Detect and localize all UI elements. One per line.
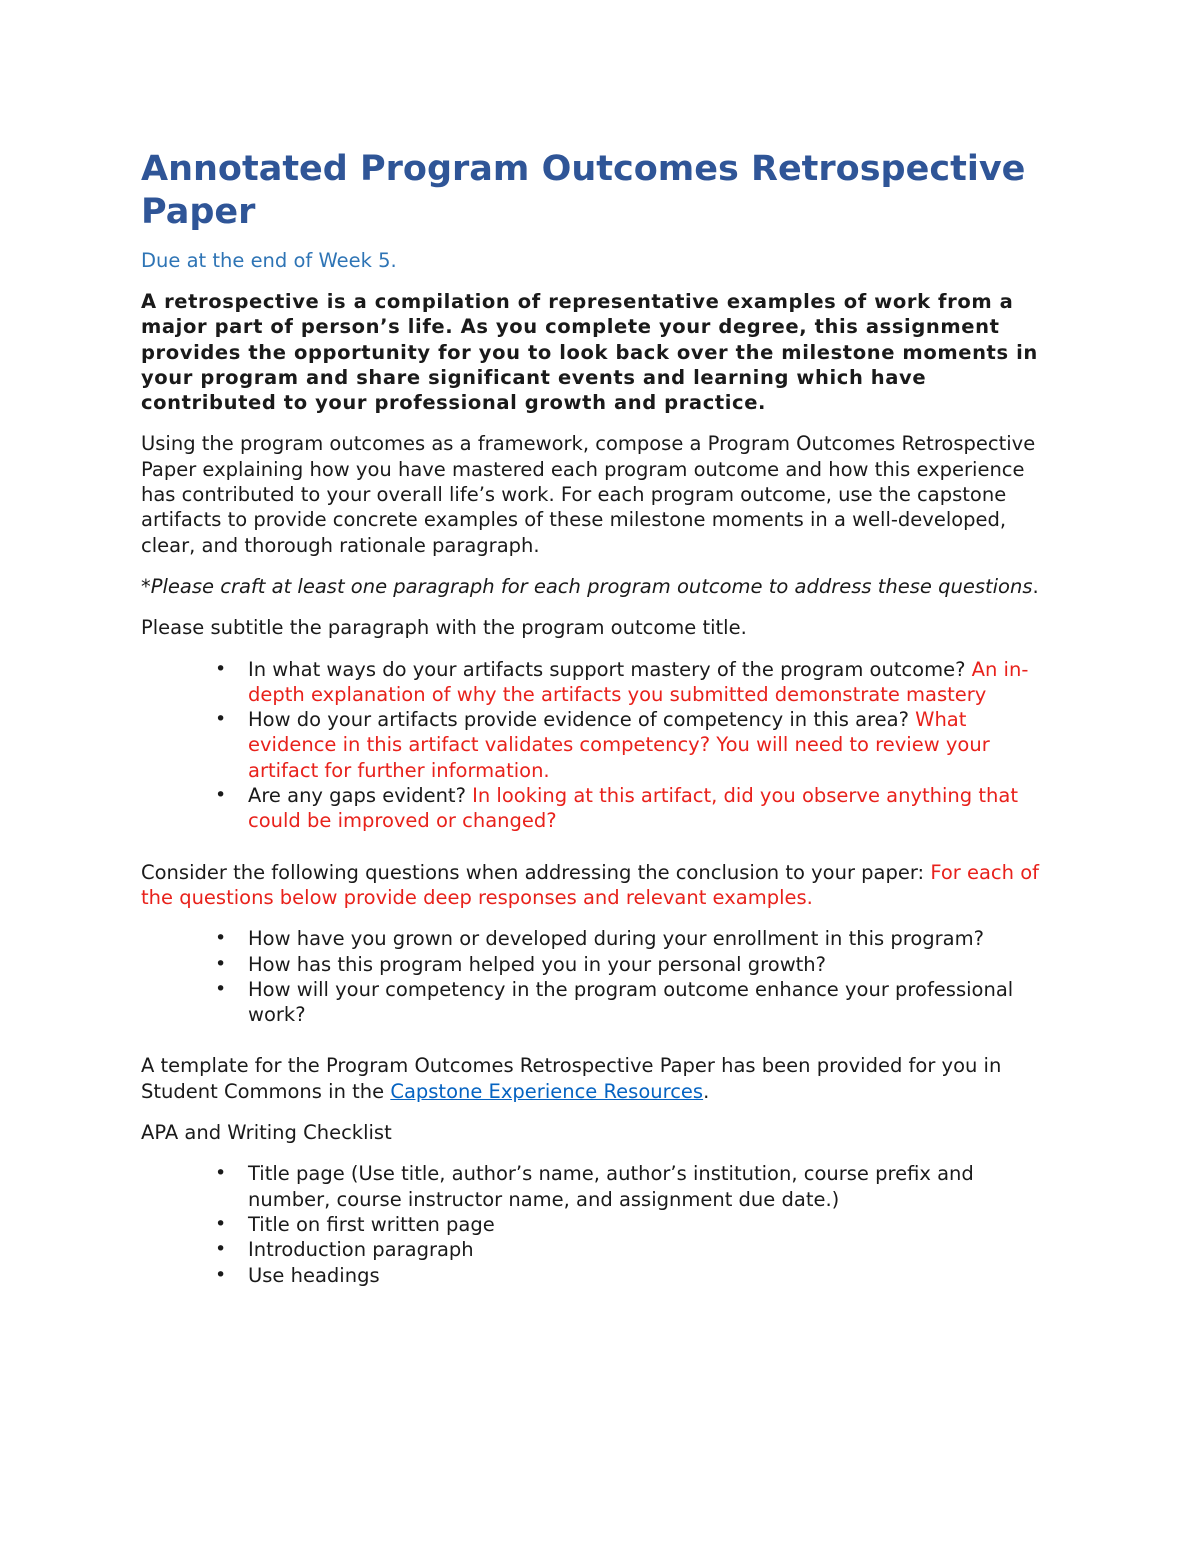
- list-item: [215, 707, 1060, 783]
- question-text: Are any gaps evident?: [248, 784, 473, 808]
- craft-note: [141, 574, 1060, 599]
- conclusion-text: Consider the following questions when addressing the conclusion to your paper:: [141, 860, 931, 884]
- bullet-icon: •: [215, 1238, 227, 1261]
- bullet-icon: •: [215, 784, 227, 807]
- list-item: [215, 1263, 1060, 1288]
- bullet-icon: •: [215, 977, 227, 1000]
- list-item: [215, 783, 1060, 834]
- question-text: In what ways do your artifacts support mastery of the program outcome?: [248, 657, 972, 681]
- list-item: [215, 926, 1060, 951]
- annotation-text: What evidence in this artifact validates competency? You will need to review your artifact for further information.: [248, 708, 990, 782]
- conclusion-paragraph: [141, 860, 1060, 911]
- outcome-questions-list: [141, 657, 1060, 834]
- list-item: [215, 1161, 1060, 1212]
- bullet-icon: •: [215, 1263, 227, 1286]
- craft-note-italic: Please craft at least one paragraph for each program outcome to address these questions: [150, 574, 1033, 598]
- annotation-text: For each of the questions below provide deep responses and relevant examples.: [141, 860, 1040, 909]
- blank-line: [141, 1027, 1060, 1053]
- craft-note-star: *: [141, 574, 151, 598]
- template-paragraph: [141, 1053, 1060, 1104]
- intro-paragraph: A retrospective is a compilation of representative examples of work from a major part of person’s life. As you complete your degree, this assignment provides the opportunity for you to look back over the milestone moments in your program and share significant events and learning which have contributed to your professional growth and practice.: [141, 290, 1038, 415]
- bullet-icon: •: [215, 708, 227, 731]
- template-text: A template for the Program Outcomes Retrospective Paper has been provided for you in Student Commons in the: [141, 1054, 1002, 1103]
- question-text: How will your competency in the program outcome enhance your professional work?: [248, 977, 1014, 1027]
- conclusion-questions-list: [141, 926, 1060, 1027]
- question-text: How do your artifacts provide evidence of competency in this area?: [248, 708, 916, 732]
- list-item: [215, 952, 1060, 977]
- bullet-icon: •: [215, 952, 227, 975]
- list-item: [215, 1237, 1060, 1262]
- bullet-icon: •: [215, 927, 227, 950]
- list-item: [215, 977, 1060, 1028]
- document-title: Annotated Program Outcomes Retrospective Paper: [141, 149, 1026, 232]
- list-item: [215, 657, 1060, 708]
- subtitle-paragraph: Please subtitle the paragraph with the program outcome title.: [141, 616, 747, 640]
- blank-line: [141, 834, 1060, 860]
- checklist-item: Title on first written page: [248, 1212, 495, 1236]
- template-text-end: .: [703, 1079, 710, 1103]
- bullet-icon: •: [215, 657, 227, 680]
- due-date: Due at the end of Week 5.: [141, 249, 397, 272]
- checklist-item: Introduction paragraph: [248, 1238, 474, 1262]
- capstone-resources-link[interactable]: Capstone Experience Resources: [390, 1079, 704, 1103]
- checklist-heading: APA and Writing Checklist: [141, 1121, 392, 1145]
- bullet-icon: •: [215, 1162, 227, 1185]
- question-text: How has this program helped you in your personal growth?: [248, 952, 827, 976]
- checklist-item: Title page (Use title, author’s name, author’s institution, course prefix and number, course instructor name, and assignment due date.): [248, 1162, 974, 1211]
- annotation-text: An in-depth explanation of why the artifacts you submitted demonstrate mastery: [248, 657, 1029, 706]
- annotation-text: In looking at this artifact, did you observe anything that could be improved or changed?: [248, 784, 1018, 833]
- question-text: How have you grown or developed during your enrollment in this program?: [248, 927, 984, 951]
- craft-note-end: .: [1032, 574, 1039, 598]
- checklist-item: Use headings: [248, 1263, 380, 1287]
- list-item: [215, 1212, 1060, 1237]
- framework-paragraph: Using the program outcomes as a framework, compose a Program Outcomes Retrospective Paper explaining how you have mastered each program outcome and how this experience has contributed to your overall life’s work. For each program outcome, use the capstone artifacts to provide concrete examples of these milestone moments in a well-developed, clear, and thorough rationale paragraph.: [141, 432, 1036, 557]
- bullet-icon: •: [215, 1212, 227, 1235]
- checklist-list: [141, 1161, 1060, 1287]
